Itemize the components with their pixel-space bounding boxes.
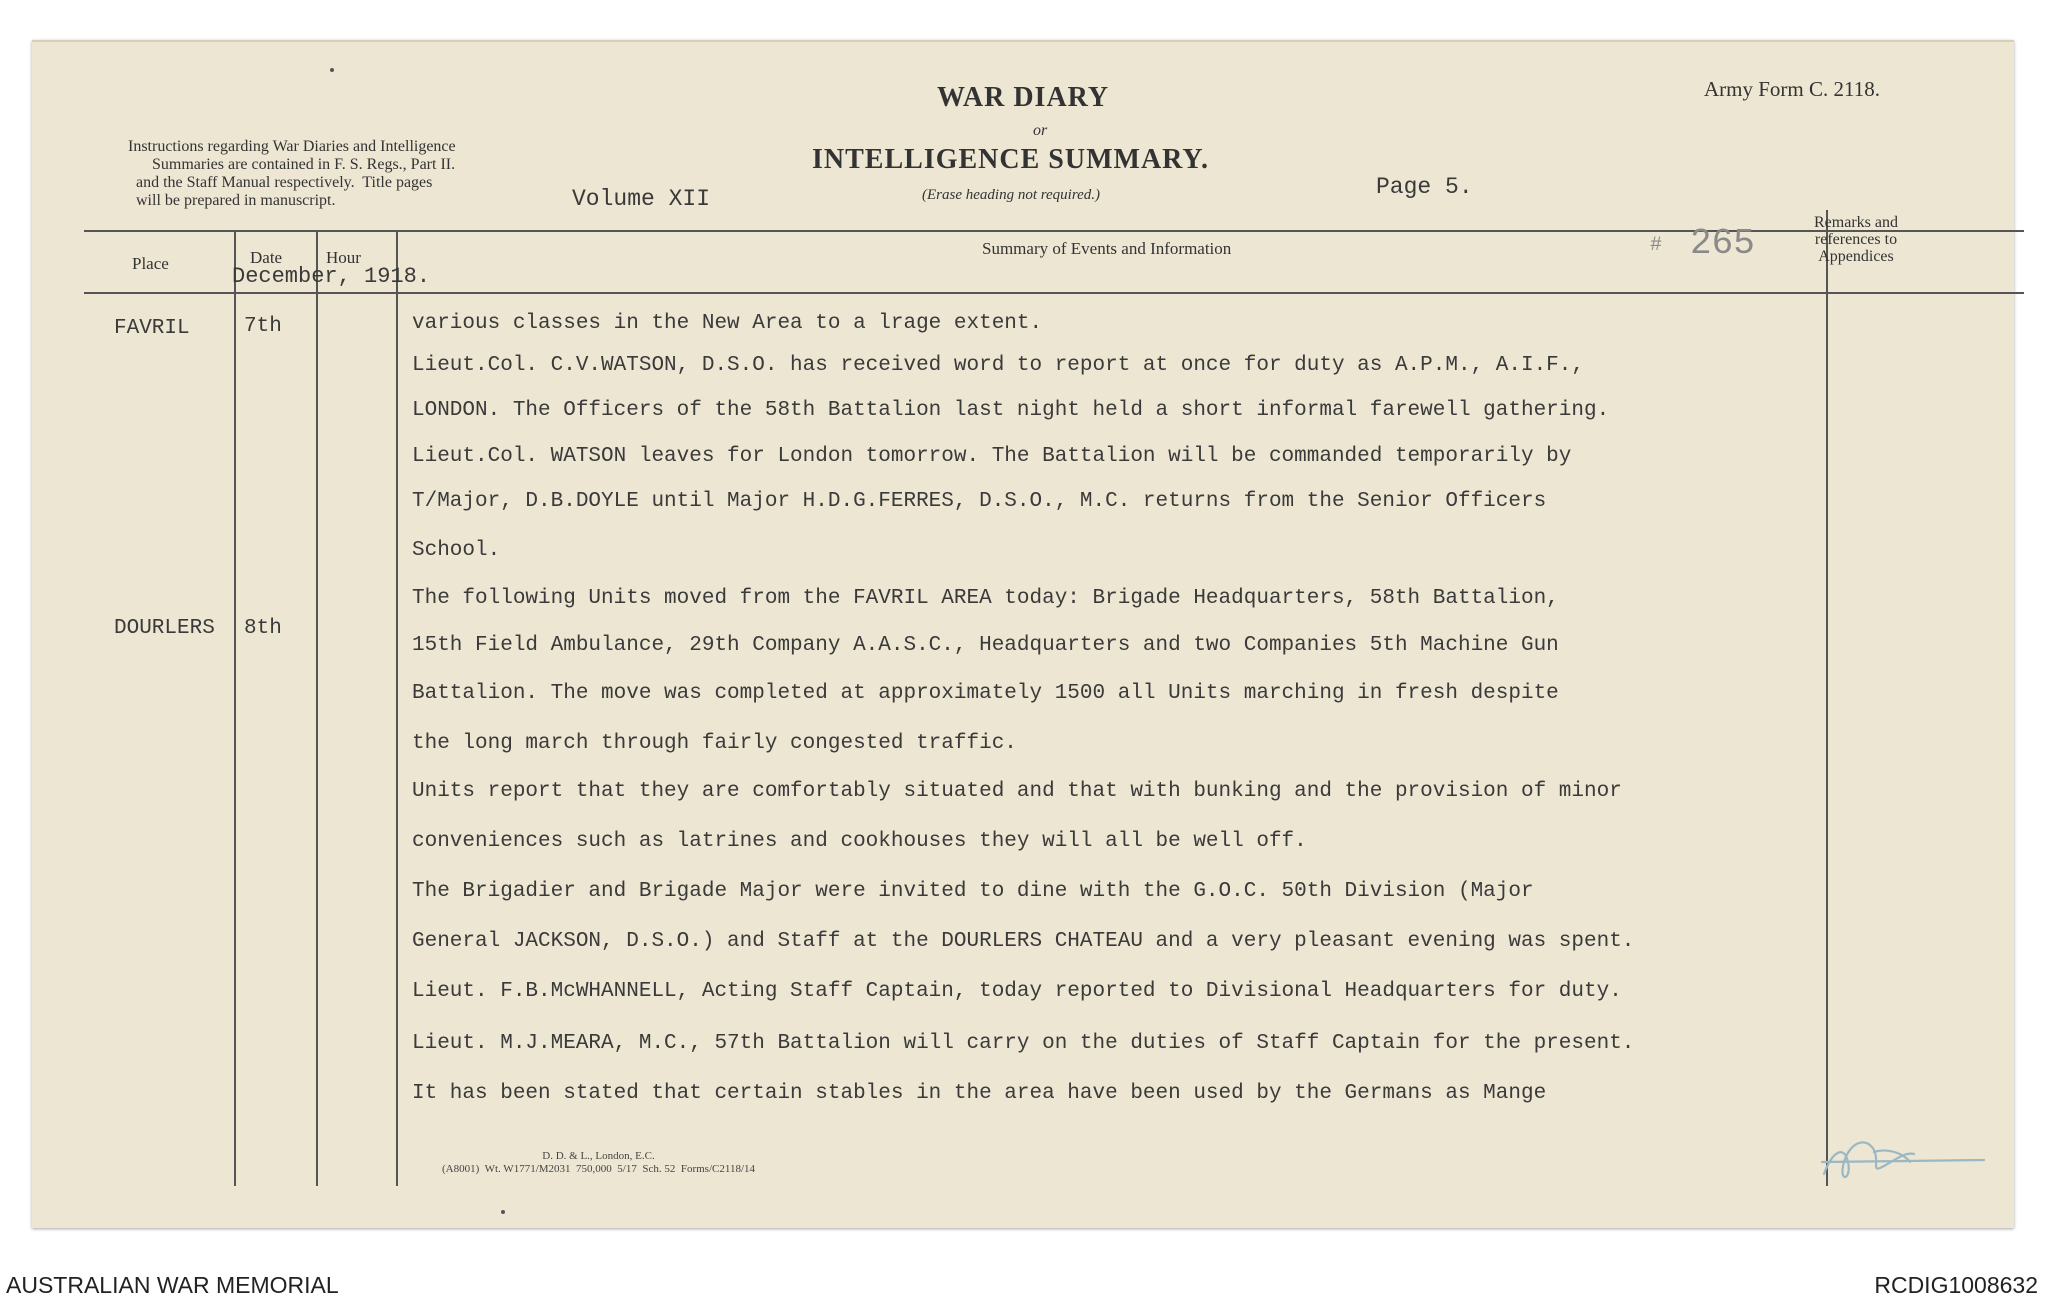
archive-credit: AUSTRALIAN WAR MEMORIAL bbox=[6, 1272, 339, 1298]
entry-line: LONDON. The Officers of the 58th Battalion last night held a short informal farewell gathering. bbox=[412, 399, 1610, 422]
column-header-summary: Summary of Events and Information bbox=[982, 239, 1232, 258]
table-header-rule bbox=[84, 292, 2024, 294]
entry-line: Battalion. The move was completed at approximately 1500 all Units marching in fresh despite bbox=[412, 682, 1559, 705]
entry-line: General JACKSON, D.S.O.) and Staff at the DOURLERS CHATEAU and a very pleasant evening was spent. bbox=[412, 930, 1635, 953]
entry-line: Units report that they are comfortably situated and that with bunking and the provision of minor bbox=[412, 780, 1622, 803]
month-year: December, 1918. bbox=[232, 264, 431, 289]
page-number-mark: # bbox=[1650, 234, 1663, 257]
initials-signature bbox=[1814, 1122, 1994, 1192]
entry-line: Lieut. M.J.MEARA, M.C., 57th Battalion will carry on the duties of Staff Captain for the present. bbox=[412, 1032, 1635, 1055]
page-label: Page 5. bbox=[1376, 174, 1473, 200]
column-rule-place bbox=[234, 230, 236, 1186]
column-header-place: Place bbox=[132, 254, 169, 273]
army-form-number: Army Form C. 2118. bbox=[1704, 77, 1880, 101]
entry-line: School. bbox=[412, 539, 501, 562]
entry-line: the long march through fairly congested traffic. bbox=[412, 732, 1017, 755]
entry-line: various classes in the New Area to a lrage extent. bbox=[412, 312, 1043, 335]
entry-line: 15th Field Ambulance, 29th Company A.A.S.C., Headquarters and two Companies 5th Machine Gun bbox=[412, 634, 1559, 657]
title-or: or bbox=[1033, 122, 1048, 139]
entry-line: It has been stated that certain stables in the area have been used by the Germans as Mange bbox=[412, 1082, 1547, 1105]
title-war-diary: WAR DIARY bbox=[937, 82, 1110, 113]
instructions-note: Instructions regarding War Diaries and Intelligence Summaries are contained in F. S. Regs., Part II. and the Staff Manual respectively. Title pages will be prepared in manuscript. bbox=[128, 138, 456, 209]
place-dourlers: DOURLERS bbox=[114, 617, 215, 640]
entry-line: The Brigadier and Brigade Major were invited to dine with the G.O.C. 50th Division (Major bbox=[412, 880, 1534, 903]
diary-sheet bbox=[32, 40, 2014, 1228]
column-header-remarks: Remarks and references to Appendices bbox=[1814, 214, 1898, 265]
date-8th: 8th bbox=[244, 617, 282, 640]
column-header-hour: Hour bbox=[326, 248, 361, 267]
archive-id: RCDIG1008632 bbox=[1874, 1272, 2038, 1298]
column-rule-hour bbox=[396, 230, 398, 1186]
column-header-date: Date bbox=[250, 248, 283, 267]
ink-dot bbox=[330, 68, 334, 72]
entry-line: The following Units moved from the FAVRIL AREA today: Brigade Headquarters, 58th Battalion, bbox=[412, 587, 1559, 610]
title-intelligence-summary: INTELLIGENCE SUMMARY. bbox=[812, 144, 1210, 175]
entry-line: Lieut.Col. WATSON leaves for London tomorrow. The Battalion will be commanded temporarily by bbox=[412, 445, 1572, 468]
entry-line: Lieut.Col. C.V.WATSON, D.S.O. has received word to report at once for duty as A.P.M., A.I.F., bbox=[412, 354, 1584, 377]
entry-line: Lieut. F.B.McWHANNELL, Acting Staff Captain, today reported to Divisional Headquarters for duty. bbox=[412, 980, 1622, 1003]
column-rule-remarks bbox=[1826, 210, 1828, 1186]
printer-imprint: D. D. & L., London, E.C. (A8001) Wt. W1771/M2031 750,000 5/17 Sch. 52 Forms/C2118/14 bbox=[442, 1150, 755, 1175]
date-7th: 7th bbox=[244, 315, 282, 338]
entry-line: conveniences such as latrines and cookhouses they will all be well off. bbox=[412, 830, 1307, 853]
column-rule-date bbox=[316, 230, 318, 1186]
volume-label: Volume XII bbox=[572, 186, 711, 212]
page-number: 265 bbox=[1690, 223, 1755, 264]
entry-line: T/Major, D.B.DOYLE until Major H.D.G.FERRES, D.S.O., M.C. returns from the Senior Officers bbox=[412, 490, 1547, 513]
erase-heading-note: (Erase heading not required.) bbox=[922, 187, 1101, 203]
ink-dot bbox=[501, 1210, 505, 1214]
place-favril: FAVRIL bbox=[114, 317, 190, 340]
